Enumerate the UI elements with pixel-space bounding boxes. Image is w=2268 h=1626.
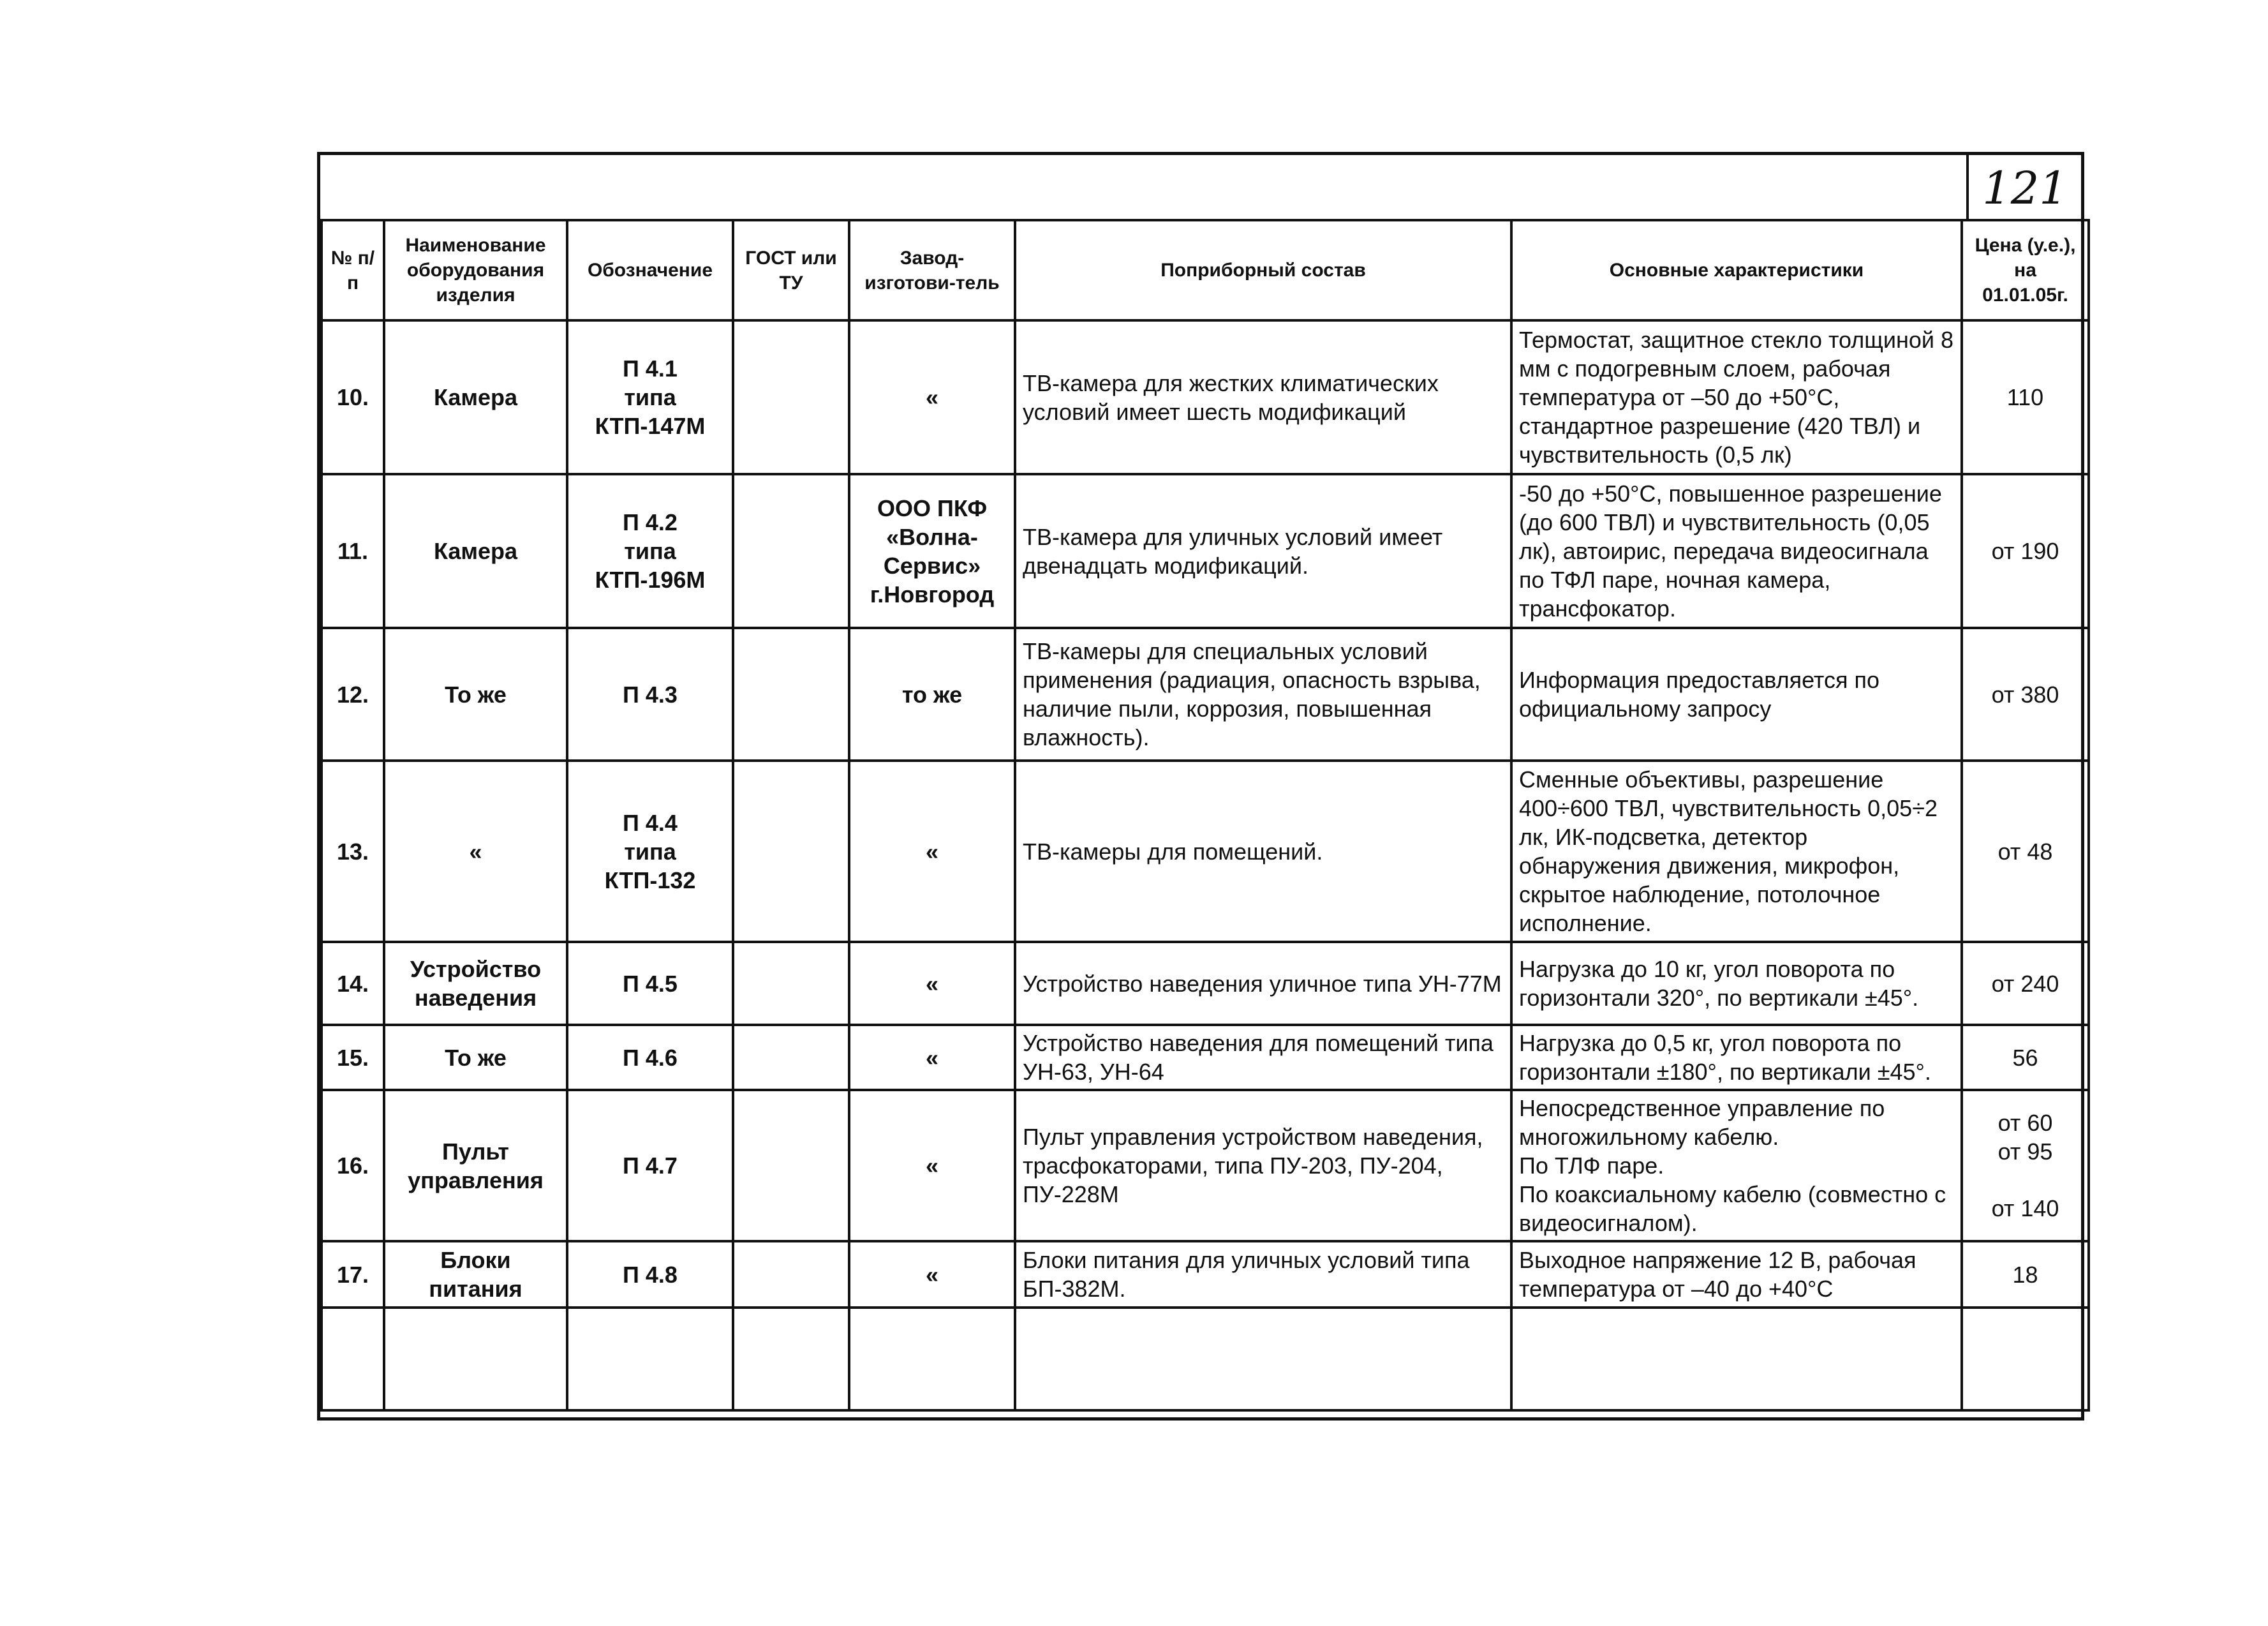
table-row (322, 628, 2089, 761)
manufacturer-cell: « (849, 942, 1015, 1025)
header-strip (320, 155, 2081, 221)
price-cell (1962, 942, 2089, 1025)
gost-cell (733, 942, 849, 1025)
manufacturer-cell: « (849, 1090, 1015, 1241)
manufacturer-cell: « (849, 761, 1015, 942)
manufacturer-cell: « (849, 1241, 1015, 1308)
designation-line: КТП-132 (604, 867, 696, 893)
manufacturer-cell: « (849, 1025, 1015, 1090)
characteristics-cell: Термостат, защитное стекло толщиной 8 мм с подогревным слоем, рабочая температура от –50 до +50°С, стандартное разрешение (420 ТВЛ) и чувствительность (0,5 лк) (1511, 320, 1962, 474)
manufacturer-cell: ООО ПКФ «Волна-Сервис» г.Новгород (849, 474, 1015, 628)
table-body (322, 320, 2089, 1410)
designation-cell (567, 320, 733, 474)
header-num: № п/п (322, 220, 384, 320)
row-number: 16. (322, 1090, 384, 1241)
gost-cell (733, 628, 849, 761)
designation-cell (567, 1241, 733, 1308)
header-price: Цена (у.е.), на 01.01.05г. (1962, 220, 2089, 320)
equipment-name: Камера (384, 474, 567, 628)
price-cell (1962, 320, 2089, 474)
characteristics-cell: Сменные объективы, разрешение 400÷600 ТВЛ, чувствительность 0,05÷2 лк, ИК-подсветка, детектор обнаружения движения, микрофон, скрытое наблюдение, потолочное исполнение. (1511, 761, 1962, 942)
price-value: 56 (2012, 1044, 2038, 1071)
empty-cell (567, 1308, 733, 1410)
page-number-box (1966, 155, 2081, 221)
characteristics-line: По коаксиальному кабелю (совместно с видеосигналом). (1519, 1181, 1946, 1236)
equipment-name: Пульт управления (384, 1090, 567, 1241)
designation-cell (567, 1025, 733, 1090)
manufacturer-cell: « (849, 320, 1015, 474)
price-value: от 95 (1997, 1138, 2053, 1165)
row-number: 15. (322, 1025, 384, 1090)
designation-line: типа (624, 538, 676, 564)
characteristics-cell (1511, 1090, 1962, 1241)
designation-cell (567, 628, 733, 761)
composition-cell: ТВ-камера для уличных условий имеет двенадцать модификаций. (1015, 474, 1511, 628)
characteristics-cell: -50 до +50°С, повышенное разрешение (до 600 ТВЛ) и чувствительность (0,05 лк), автоирис, передача видеосигнала по ТФЛ паре, ночная камера, трансфокатор. (1511, 474, 1962, 628)
empty-cell (1511, 1308, 1962, 1410)
header-composition: Поприборный состав (1015, 220, 1511, 320)
designation-line: П 4.5 (623, 970, 678, 997)
composition-cell: Устройство наведения уличное типа УН-77М (1015, 942, 1511, 1025)
characteristics-line: Непосредственное управление по многожильному кабелю. (1519, 1095, 1885, 1150)
characteristics-cell: Нагрузка до 0,5 кг, угол поворота по горизонтали ±180°, по вертикали ±45°. (1511, 1025, 1962, 1090)
gost-cell (733, 761, 849, 942)
designation-cell (567, 942, 733, 1025)
empty-cell (384, 1308, 567, 1410)
designation-line: П 4.1 (623, 355, 678, 382)
table-row (322, 1090, 2089, 1241)
price-cell (1962, 1241, 2089, 1308)
designation-line: П 4.2 (623, 509, 678, 535)
composition-cell: ТВ-камера для жестких климатических условий имеет шесть модификаций (1015, 320, 1511, 474)
designation-line: П 4.7 (623, 1152, 678, 1179)
table-row (322, 942, 2089, 1025)
designation-line: типа (624, 838, 676, 865)
price-value: от 60 (1997, 1110, 2053, 1136)
equipment-name: То же (384, 1025, 567, 1090)
designation-line: КТП-147М (595, 413, 706, 439)
equipment-name: Камера (384, 320, 567, 474)
empty-cell (1015, 1308, 1511, 1410)
document-sheet (317, 152, 2084, 1421)
header-name: Наименование оборудования изделия (384, 220, 567, 320)
price-value: от 380 (1991, 681, 2059, 708)
price-value: от 240 (1991, 970, 2059, 997)
price-cell (1962, 1025, 2089, 1090)
designation-line: П 4.8 (623, 1261, 678, 1288)
characteristics-cell: Выходное напряжение 12 В, рабочая температура от –40 до +40°С (1511, 1241, 1962, 1308)
gost-cell (733, 1090, 849, 1241)
table-header-row (322, 220, 2089, 320)
header-characteristics: Основные характеристики (1511, 220, 1962, 320)
price-cell (1962, 628, 2089, 761)
equipment-name: « (384, 761, 567, 942)
row-number: 10. (322, 320, 384, 474)
price-value: 110 (2006, 384, 2044, 410)
row-number: 17. (322, 1241, 384, 1308)
designation-line: П 4.3 (623, 681, 678, 708)
equipment-name: То же (384, 628, 567, 761)
designation-line: КТП-196М (595, 567, 706, 593)
header-gost: ГОСТ или ТУ (733, 220, 849, 320)
price-value (1969, 1166, 2081, 1194)
row-number: 12. (322, 628, 384, 761)
empty-cell (1962, 1308, 2089, 1410)
price-cell (1962, 761, 2089, 942)
composition-cell: Устройство наведения для помещений типа УН-63, УН-64 (1015, 1025, 1511, 1090)
designation-cell (567, 761, 733, 942)
designation-line: типа (624, 384, 676, 410)
row-number: 13. (322, 761, 384, 942)
table-row (322, 320, 2089, 474)
gost-cell (733, 1025, 849, 1090)
table-row (322, 474, 2089, 628)
empty-row (322, 1308, 2089, 1410)
designation-cell (567, 1090, 733, 1241)
empty-cell (733, 1308, 849, 1410)
table-row (322, 761, 2089, 942)
table-row (322, 1025, 2089, 1090)
empty-cell (849, 1308, 1015, 1410)
composition-cell: Пульт управления устройством наведения, трасфокаторами, типа ПУ-203, ПУ-204, ПУ-228М (1015, 1090, 1511, 1241)
table-row (322, 1241, 2089, 1308)
row-number: 14. (322, 942, 384, 1025)
characteristics-line: По ТЛФ паре. (1519, 1152, 1664, 1179)
characteristics-cell: Информация предоставляется по официальному запросу (1511, 628, 1962, 761)
designation-cell (567, 474, 733, 628)
row-number: 11. (322, 474, 384, 628)
empty-cell (322, 1308, 384, 1410)
equipment-name: Устройство наведения (384, 942, 567, 1025)
equipment-name: Блоки питания (384, 1241, 567, 1308)
price-value: 18 (2012, 1261, 2038, 1288)
gost-cell (733, 1241, 849, 1308)
price-value: от 48 (1997, 838, 2053, 865)
page-number: 121 (1982, 162, 2068, 214)
price-value: от 190 (1991, 538, 2059, 564)
manufacturer-cell: то же (849, 628, 1015, 761)
characteristics-cell: Нагрузка до 10 кг, угол поворота по горизонтали 320°, по вертикали ±45°. (1511, 942, 1962, 1025)
price-cell (1962, 474, 2089, 628)
composition-cell: ТВ-камеры для помещений. (1015, 761, 1511, 942)
gost-cell (733, 474, 849, 628)
equipment-table (320, 219, 2090, 1412)
composition-cell: Блоки питания для уличных условий типа БП-382М. (1015, 1241, 1511, 1308)
price-value: от 140 (1991, 1195, 2059, 1221)
designation-line: П 4.4 (623, 809, 678, 836)
price-cell (1962, 1090, 2089, 1241)
header-maker: Завод-изготови-тель (849, 220, 1015, 320)
designation-line: П 4.6 (623, 1044, 678, 1071)
header-designation: Обозначение (567, 220, 733, 320)
gost-cell (733, 320, 849, 474)
composition-cell: ТВ-камеры для специальных условий применения (радиация, опасность взрыва, наличие пыли, коррозия, повышенная влажность). (1015, 628, 1511, 761)
